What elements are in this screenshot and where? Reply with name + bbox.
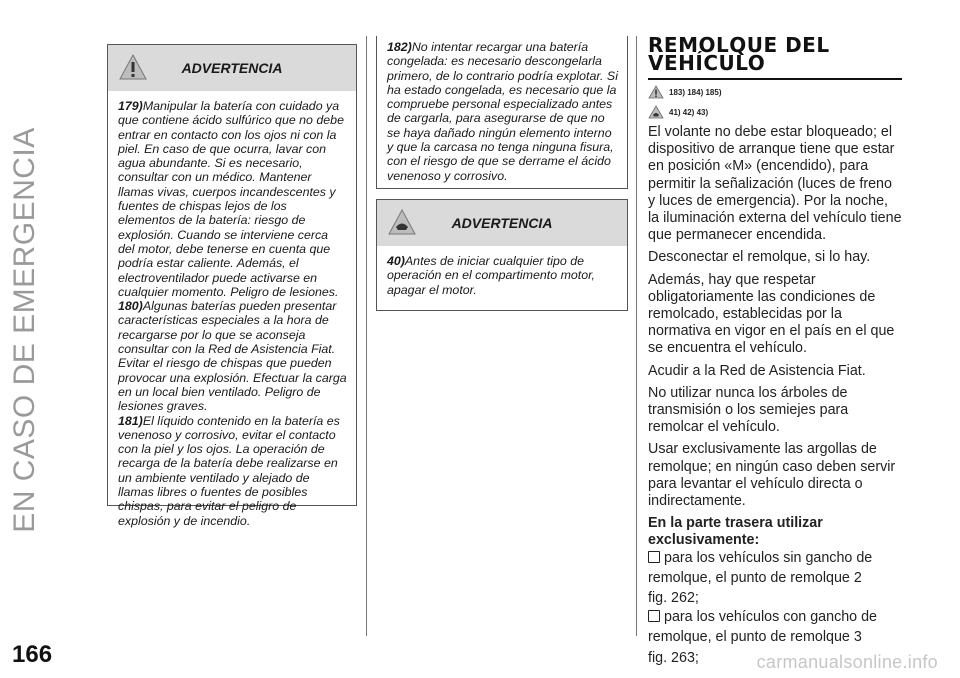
warning-triangle-icon [118, 53, 148, 81]
warning-box-engine [376, 199, 628, 311]
warning-continuation-box [376, 36, 628, 189]
warning-item-text: El líquido contenido en la batería es venenoso y corrosivo, evitar el contacto con la piel y los ojos. La operación de recarga de la batería debe realizarse en un ambiente ventilado y alejado de llamas libres o fuentes de posibles chispas, para evitar el peligro de explosión y de incendio. [118, 413, 340, 528]
section-title-line: REMOLQUE DEL [648, 33, 830, 57]
bullet-text: remolque, el punto de remolque 2 [648, 569, 862, 586]
bullet-text: para los vehículos con gancho de [664, 609, 878, 626]
warning-triangle-icon [648, 85, 664, 99]
column-divider [366, 36, 367, 636]
section-body [648, 124, 902, 667]
page-number: 166 [12, 641, 53, 668]
paragraph: No utilizar nunca los árboles de transmisión o los semiejes para remolcar el vehículo. [648, 384, 849, 436]
caution-references [648, 104, 902, 120]
warning-body [377, 36, 627, 189]
warning-body [108, 91, 356, 534]
section-title-line: VEHÍCULO [648, 51, 766, 75]
column-divider [636, 36, 637, 636]
warning-item [387, 40, 618, 183]
warning-item-text: Antes de iniciar cualquier tipo de operación en el compartimento motor, apagar el motor. [387, 254, 595, 297]
bold-heading: En la parte trasera utilizar exclusivamente: [648, 515, 823, 549]
warning-item-number: 180) [118, 299, 143, 314]
warning-body [377, 246, 627, 303]
warning-title: ADVERTENCIA [181, 60, 283, 76]
paragraph: Desconectar el remolque, si lo hay. [648, 249, 871, 266]
warning-item-text: No intentar recargar una batería congelada: es necesario descongelarla primero, de lo contrario podría explotar. Si ha estado congelada, es necesario que la compruebe personal especializado antes de cargarla, para asegurarse de que no se haya dañado ningún elemento interno y que la carcasa no tenga ninguna fisura, con el riesgo de que se derrame el ácido venenoso y corrosivo. [387, 40, 618, 183]
paragraph: Además, hay que respetar obligatoriamente las condiciones de remolcado, establecidas por la normativa en vigor en el país en el que se encuentra el vehículo. [648, 271, 895, 357]
paragraph: Acudir a la Red de Asistencia Fiat. [648, 362, 866, 379]
warning-references [648, 84, 902, 100]
engine-warning-triangle-icon [648, 105, 664, 119]
paragraph: Usar exclusivamente las argollas de remolque; en ningún caso deben servir para levantar el vehículo directa o indirectamente. [648, 441, 896, 510]
watermark: carmanualsonline.info [756, 652, 938, 672]
warning-item [118, 99, 347, 299]
warning-item-text: Manipular la batería con cuidado ya que contiene ácido sulfúrico que no debe entrar en contacto con los ojos ni con la piel. En caso de que ocurra, lavar con agua abundante. Si es necesario, consultar con un médico. Mantener llamas vivas, cuerpos incandescentes y fuentes de chispas lejos de los elementos de la batería: riesgo de explosión. Cuando se interviene cerca del motor, debe tenerse en cuenta que podría estar caliente. Además, el electroventilador puede activarse en cualquier momento. Peligro de lesiones. [118, 99, 344, 299]
engine-warning-triangle-icon [387, 208, 417, 236]
warning-item-number: 182) [387, 40, 412, 54]
reference-numbers: 183) 184) 185) [669, 87, 722, 97]
warning-item-number: 40) [387, 254, 405, 268]
bullet-text: remolque, el punto de remolque 3 [648, 629, 862, 646]
bullet-text: para los vehículos sin gancho de [664, 549, 873, 566]
warning-item-number: 181) [118, 413, 143, 428]
warning-item-number: 179) [118, 99, 143, 113]
warning-title: ADVERTENCIA [451, 215, 553, 231]
reference-numbers: 41) 42) 43) [669, 107, 709, 117]
bullet-icon [648, 551, 660, 563]
towing-section [648, 33, 902, 667]
bullet-text: fig. 262; [648, 590, 699, 607]
warning-box-battery [107, 44, 357, 528]
warning-item [118, 299, 347, 413]
chapter-side-title-text: EN CASO DE EMERGENCIA [8, 127, 41, 533]
warning-header [377, 200, 627, 246]
section-title [648, 33, 902, 80]
warning-header [108, 45, 356, 91]
bullet-item [648, 550, 902, 608]
bullet-text: fig. 263; [648, 649, 699, 666]
warning-item [387, 254, 618, 297]
paragraph: El volante no debe estar bloqueado; el dispositivo de arranque tiene que estar en posición «M» (encendido), para permitir la señalización (luces de freno y luces de emergencia). Por la noche, la iluminación externa del vehículo tiene que permanecer encendida. [648, 124, 902, 244]
bullet-icon [648, 610, 660, 622]
warning-item [118, 414, 347, 528]
warning-item-text: Algunas baterías pueden presentar características especiales a la hora de recargarse por lo que se aconseja consultar con la Red de Asistencia Fiat. Evitar el riesgo de chispas que pueden provocar una explosión. Efectuar la carga en un local bien ventilado. Peligro de lesiones graves. [118, 299, 347, 414]
